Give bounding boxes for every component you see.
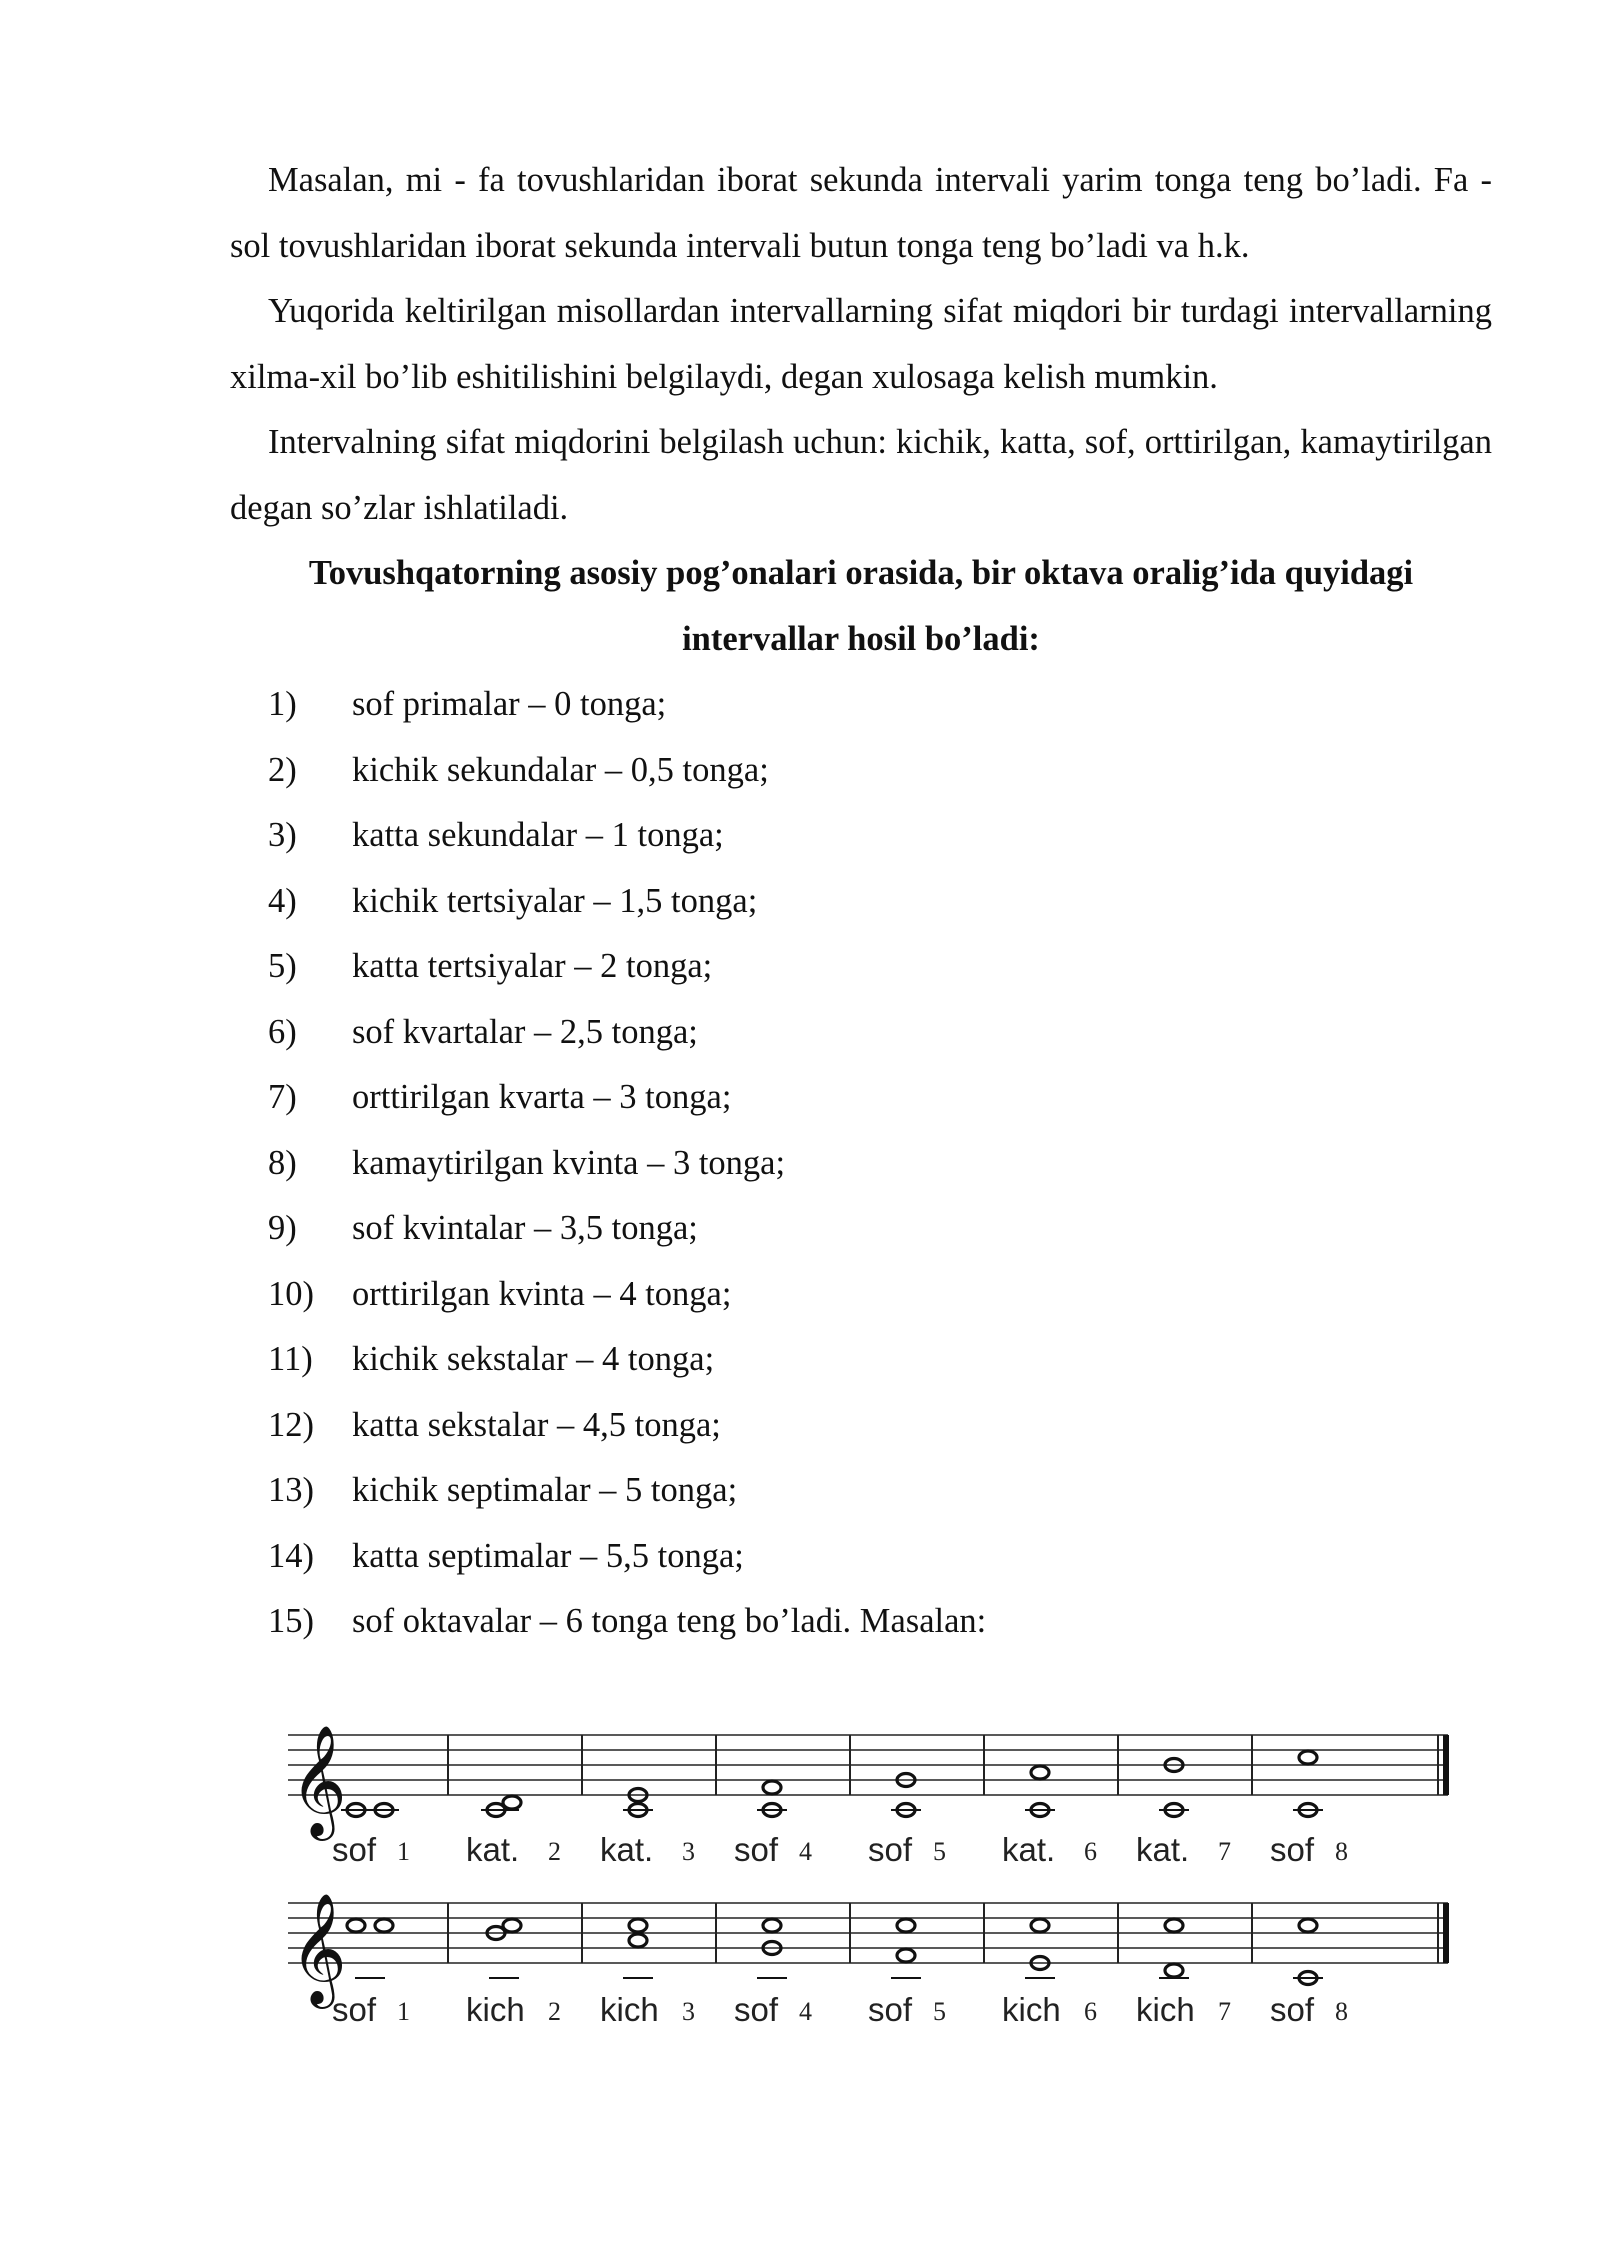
interval-label: kich [1136,1991,1195,2028]
whole-note [1299,1919,1317,1932]
final-barline-thick [1443,1903,1449,1963]
list-item-text: sof oktavalar – 6 tonga teng bo’ladi. Masalan: [352,1602,987,1640]
list-item-number: 6) [268,1012,297,1051]
list-item [230,1131,1492,1197]
paragraph-3: Intervalning sifat miqdorini belgilash uchun: kichik, katta, sof, orttirilgan, kamaytirilgan degan so’zlar ishlatiladi. [230,423,1492,527]
interval-label-number: 8 [1335,1997,1348,2026]
list-item-text: katta tertsiyalar – 2 tonga; [352,947,713,985]
list-item-number: 11) [268,1340,313,1378]
treble-clef-icon: 𝄞 [290,1892,347,2004]
list-item [230,1589,1492,1655]
list-item [230,738,1492,804]
whole-note [1031,1919,1049,1932]
interval-label-number: 7 [1218,1997,1231,2026]
interval-label: kat. [1002,1831,1056,1868]
list-item [230,1065,1492,1131]
list-item-text: katta septimalar – 5,5 tonga; [352,1536,744,1575]
list-item-text: orttirilgan kvarta – 3 tonga; [352,1078,732,1116]
list-item-text: sof kvintalar – 3,5 tonga; [352,1209,698,1247]
paragraph-2: Yuqorida keltirilgan misollardan intervallarning sifat miqdori bir turdagi intervallarning xilma-xil bo’lib eshitilishini belgilaydi, degan xulosaga kelish mumkin. [230,292,1492,396]
interval-label-number: 5 [933,1997,946,2026]
interval-label: sof [332,1991,377,2028]
list-item-number: 13) [268,1471,314,1509]
list-item-number: 10) [268,1274,314,1313]
list-item-number: 15) [268,1602,314,1640]
music-notation-figure [278,1715,1458,2045]
list-item-text: kichik sekstalar – 4 tonga; [352,1340,715,1378]
whole-note [763,1919,781,1932]
list-item [230,869,1492,935]
interval-label-number: 8 [1335,1837,1348,1866]
whole-note [503,1796,521,1809]
interval-label: kat. [600,1831,654,1868]
list-item [230,803,1492,869]
paragraph-1: Masalan, mi - fa tovushlaridan iborat sekunda intervali yarim tonga teng bo’ladi. Fa - sol tovushlaridan iborat sekunda intervali butun tonga teng bo’ladi va h.k. [230,161,1492,265]
list-item-number: 7) [268,1078,297,1116]
interval-label: sof [1270,1991,1315,2028]
interval-label: sof [1270,1831,1315,1868]
list-item-text: katta sekstalar – 4,5 tonga; [352,1405,721,1444]
list-item [230,1262,1492,1328]
whole-note [503,1919,521,1932]
interval-label-number: 2 [548,1997,561,2026]
section-heading: Tovushqatorning asosiy pog’onalari orasida, bir oktava oralig’ida quyidagi intervallar hosil bo’ladi: [308,554,1414,658]
list-item [230,1000,1492,1066]
list-item-number: 2) [268,750,297,789]
whole-note [763,1781,781,1794]
interval-list [230,672,1492,1655]
list-item [230,1327,1492,1393]
list-item-text: kichik sekundalar – 0,5 tonga; [352,750,769,789]
list-item-text: katta sekundalar – 1 tonga; [352,816,724,854]
interval-label-number: 4 [799,1837,812,1866]
whole-note [1031,1766,1049,1779]
list-item [230,1524,1492,1590]
whole-note [1165,1964,1183,1977]
interval-label-number: 3 [682,1997,695,2026]
interval-label-number: 4 [799,1997,812,2026]
list-item-text: kichik tertsiyalar – 1,5 tonga; [352,881,758,920]
interval-label: sof [868,1991,913,2028]
list-item-number: 8) [268,1143,297,1182]
whole-note [897,1949,915,1962]
interval-label: sof [734,1991,779,2028]
interval-label: kich [600,1991,659,2028]
interval-label: kich [466,1991,525,2028]
list-item [230,1196,1492,1262]
interval-label-number: 7 [1218,1837,1231,1866]
list-item-number: 9) [268,1209,297,1247]
whole-note [347,1919,365,1932]
list-item-text: sof kvartalar – 2,5 tonga; [352,1012,698,1051]
list-item-number: 1) [268,685,297,723]
interval-label: sof [734,1831,779,1868]
interval-label-number: 1 [397,1837,410,1866]
final-barline-thick [1443,1735,1449,1795]
list-item [230,1458,1492,1524]
whole-note [629,1919,647,1932]
list-item-text: sof primalar – 0 tonga; [352,685,667,723]
document-page [230,148,1492,1655]
list-item [230,672,1492,738]
list-item-number: 4) [268,881,297,920]
list-item-number: 3) [268,816,297,854]
interval-label-number: 5 [933,1837,946,1866]
interval-label: sof [868,1831,913,1868]
interval-staves [278,1715,1458,2045]
interval-label: sof [332,1831,377,1868]
interval-label-number: 1 [397,1997,410,2026]
whole-note [1165,1919,1183,1932]
list-item-number: 14) [268,1536,314,1575]
list-item-text: kichik septimalar – 5 tonga; [352,1471,738,1509]
list-item-number: 5) [268,947,297,985]
treble-clef-icon: 𝄞 [290,1724,347,1836]
list-item-text: kamaytirilgan kvinta – 3 tonga; [352,1143,786,1182]
list-item-number: 12) [268,1405,314,1444]
interval-label: kat. [466,1831,520,1868]
whole-note [375,1919,393,1932]
interval-label-number: 6 [1084,1837,1097,1866]
interval-label-number: 6 [1084,1997,1097,2026]
list-item [230,934,1492,1000]
whole-note [629,1934,647,1947]
whole-note [1299,1751,1317,1764]
interval-label: kat. [1136,1831,1190,1868]
interval-label-number: 3 [682,1837,695,1866]
list-item [230,1393,1492,1459]
interval-label: kich [1002,1991,1061,2028]
list-item-text: orttirilgan kvinta – 4 tonga; [352,1274,732,1313]
interval-label-number: 2 [548,1837,561,1866]
whole-note [897,1919,915,1932]
